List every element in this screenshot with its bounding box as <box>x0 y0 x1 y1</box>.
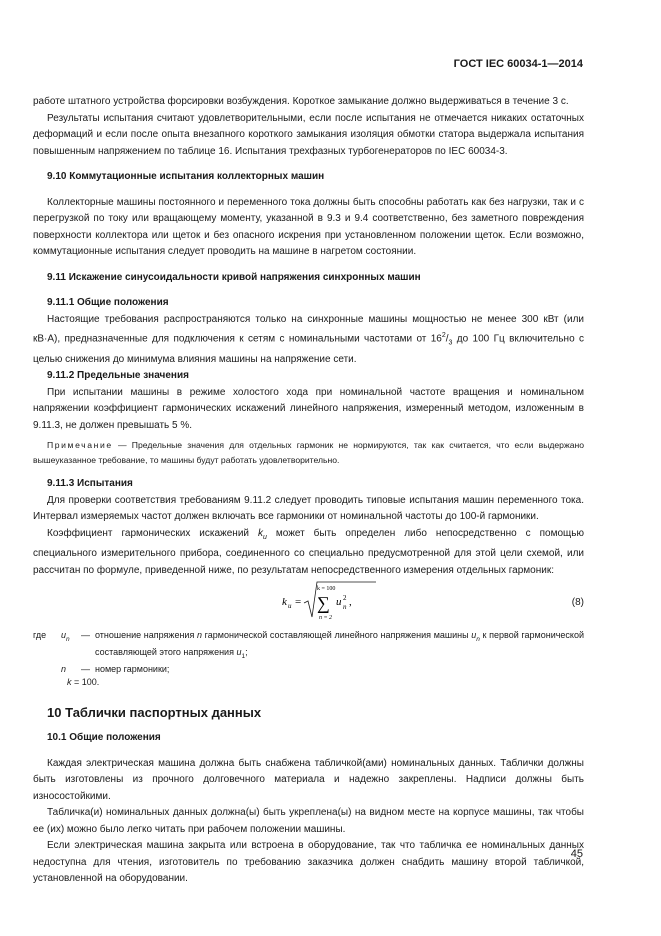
definition-symbol: n <box>61 663 67 674</box>
formula-8 <box>33 579 584 629</box>
text-run: до 100 Гц включительно с целью снижения до минимума влияния машины на напряжение сети. <box>33 333 584 365</box>
definition-symbol: $u_n$ <box>61 630 70 644</box>
sum-upper-limit: k = 100 <box>317 586 336 593</box>
formula-u-sup: 2 <box>343 594 347 603</box>
definition-text: номер гармоники; <box>95 663 170 674</box>
symbol-u: u <box>262 533 267 541</box>
paragraph <box>33 526 584 580</box>
note-text: — Предельные значения для отдельных гармоник не нормируются, так как считается, что если выдержано вышеуказанное требование, то машины будут работать удовлетворительно. <box>33 440 584 465</box>
formula-equals: = <box>295 596 302 609</box>
page-number: 45 <box>570 848 583 860</box>
where-label: где <box>33 630 47 641</box>
section-heading-10: 10 Таблички паспортных данных <box>47 704 262 720</box>
section-heading-9-11: 9.11 Искажение синусоидальности кривой напряжения синхронных машин <box>47 271 421 283</box>
definition-dash: — <box>81 630 90 641</box>
fraction-denominator: 3 <box>448 339 453 347</box>
paragraph: Каждая электрическая машина должна быть снабжена табличкой(ами) номинальных данных. Таблички должны быть изготовлены из прочного долговечного материала и надежно закреплены. Надписи должны быть износостойкими. <box>33 757 584 802</box>
section-heading-10-1: 10.1 Общие положения <box>47 732 161 744</box>
document-header: ГОСТ IEC 60034-1—2014 <box>453 58 583 70</box>
paragraph: Коллекторные машины постоянного и переменного тока должны быть способны работать как без нагрузки, так и с перегрузкой по току или вращающему моменту, указанной в 9.3 и 9.4 соответственно, без заметного повреждения поверхности коллектора или щеток и без опасного искрения при установленном положении щеток. Если возможно, коммутационные испытания следует проводить на машине в нагретом состоянии. <box>33 196 584 257</box>
definition-un <box>33 629 584 663</box>
section-heading-9-11-1: 9.11.1 Общие положения <box>47 297 169 308</box>
formula-graphic <box>280 579 420 629</box>
paragraph: Результаты испытания считают удовлетворительными, если после испытания не отмечается никаких остаточных деформаций и если после опыта внезапного короткого замыкания изоляция обмотки статора выдержала испытания повышенным напряжением по таблице 16. Испытания трехфазных турбогенераторов по IEC 60034-3. <box>33 112 584 157</box>
section-heading-9-10: 9.10 Коммутационные испытания коллекторных машин <box>47 171 325 182</box>
paragraph: Если электрическая машина закрыта или встроена в оборудование, так что табличка ее номинальных данных недоступна для чтения, изготовитель по требованию заказчика должен снабдить машину второй табличкой, установленной на оборудовании. <box>33 840 584 885</box>
section-heading-9-11-3: 9.11.3 Испытания <box>47 478 133 490</box>
text-run: Коэффициент гармонических искажений <box>47 527 258 539</box>
definition-k: k = 100. <box>67 676 100 687</box>
formula-comma: , <box>349 596 352 609</box>
fraction-numerator: 2 <box>441 332 446 339</box>
text-run: может быть определен либо непосредственно с помощью специального измерительного прибора, соединенного со специально предусмотренной для этой цели схемой, или рассчитан по формуле, приведенной ниже, по результатам непосредственного измерения отдельных гармоник: <box>33 527 584 576</box>
paragraph: Табличка(и) номинальных данных должна(ы) быть укреплена(ы) на видном месте на корпусе машины, так чтобы ее (их) можно было легко читать при рабочем положении машины. <box>33 807 584 835</box>
formula-u-sub: n <box>343 603 347 612</box>
section-heading-9-11-2: 9.11.2 Предельные значения <box>47 370 189 382</box>
paragraph: Для проверки соответствия требованиям 9.11.2 следует проводить типовые испытания машин переменного тока. Интервал измеряемых частот должен включать все гармоники от номинальной частоты до 100-й гармоники. <box>33 494 584 523</box>
symbol-k: k <box>257 527 263 539</box>
sum-sign: ∑ <box>317 593 330 614</box>
definition-n <box>33 663 584 676</box>
definition-text: отношение напряжения n гармонической составляющей линейного напряжения машины $u_n$ к первой гармонической составляющей этого напряжения $u_1$; <box>95 630 584 660</box>
paragraph: работе штатного устройства форсировки возбуждения. Короткое замыкание должно выдерживаться в течение 3 с. <box>33 96 569 107</box>
text-run: Настоящие требования распространяются только на синхронные машины мощностью не менее 300 кВт (или кВ·А), предназначенные для подключения к сетям с номинальными частотами от 16 <box>33 313 584 345</box>
sum-lower-limit: n = 2 <box>319 615 333 622</box>
note-label: Примечание <box>47 440 113 451</box>
formula-k: k <box>282 596 287 609</box>
paragraph: При испытании машины в режиме холостого хода при номинальной частоте вращения и номинальном напряжении коэффициент гармонических искажений линейного напряжения, измеренный методом, изложенным в 9.11.3, не должен превышать 5 %. <box>33 386 584 431</box>
paragraph: Настоящие требования распространяются только на синхронные машины мощностью не менее 300 кВт (или кВ·А), предназначенные для подключения к сетям с номинальными частотами от $16^2/_3$ до 100 Гц включительно с целью снижения до минимума влияния машины на напряжение сети. <box>33 313 584 365</box>
formula-k-sub: u <box>288 602 292 611</box>
note <box>33 438 584 467</box>
formula-number: (8) <box>571 597 584 609</box>
page-content <box>33 94 584 888</box>
definition-dash: — <box>81 663 90 674</box>
formula-u: u <box>336 596 342 609</box>
